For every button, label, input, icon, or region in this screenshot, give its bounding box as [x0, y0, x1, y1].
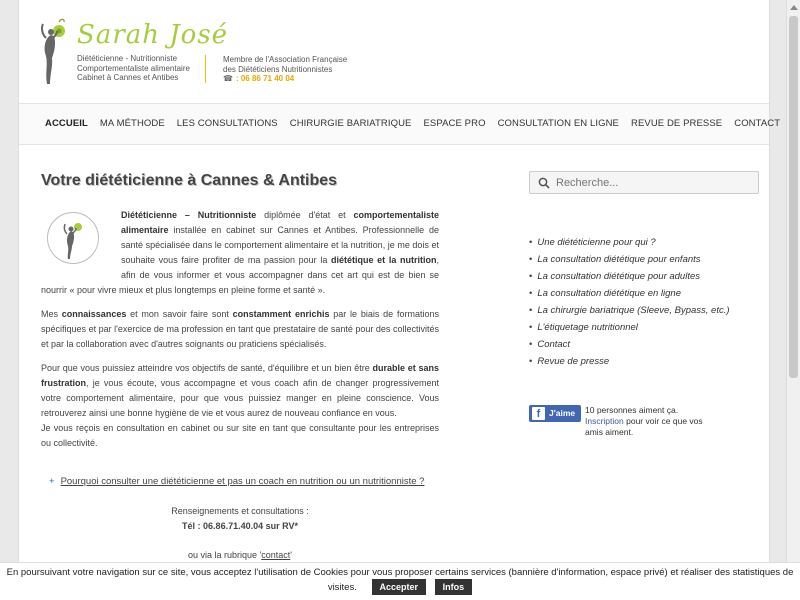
facebook-signup-link[interactable]: Inscription: [585, 416, 624, 426]
assoc-line: des Diététiciens Nutritionnistes: [223, 64, 333, 74]
avatar: [47, 212, 99, 264]
sidebar-link[interactable]: • Une diététicienne pour qui ?: [529, 234, 730, 251]
subtitle-line: Comportementaliste alimentaire: [77, 63, 190, 73]
sidebar-link[interactable]: • Contact: [529, 336, 730, 353]
subtitle-line: Diététicienne - Nutritionniste: [77, 54, 178, 63]
subtitle-line: Cabinet à Cannes et Antibes: [77, 73, 179, 82]
sidebar-link[interactable]: • L'étiquetage nutritionnel: [529, 319, 730, 336]
contact-heading: Renseignements et consultations :: [171, 506, 309, 516]
sidebar-link[interactable]: • La consultation diététique en ligne: [529, 285, 730, 302]
sidebar-link[interactable]: • La consultation diététique pour adultes: [529, 268, 730, 285]
sidebar-links: [529, 234, 730, 370]
search-input[interactable]: [556, 174, 752, 191]
association-info: [223, 55, 347, 84]
nav-item-chirurgie[interactable]: CHIRURGIE BARIATRIQUE: [289, 118, 412, 129]
facebook-like-text: 10 personnes aiment ça. Inscription pour voir ce que vos amis aiment.: [585, 405, 703, 437]
cookie-info-button[interactable]: Infos: [435, 579, 473, 595]
main-nav: [19, 103, 781, 145]
logo-subtitle: [77, 54, 190, 83]
contact-phone: Tél : 06.86.71.40.04 sur RV*: [182, 521, 298, 531]
sidebar-link[interactable]: • La chirurgie bariatrique (Sleeve, Bypass, etc.): [529, 302, 730, 319]
scrollbar-thumb[interactable]: [789, 16, 798, 378]
header-phone: : 06 86 71 40 04: [235, 74, 295, 83]
search-box: [529, 171, 759, 194]
goals-paragraph: Pour que vous puissiez atteindre vos objectifs de santé, d'équilibre et un bien être durable et sans frustration, je vous écoute, vous accompagne et vous coach afin de changer progressivement votre comportement alimentaire, pour que vous puissiez manger en pleine conscience. Vous retrouverez ainsi une bonne hygiène de vie et vous aurez de nouveau confiance en vous. Je vous reçois en consultation en cabinet ou sur site en tant que consultante pour les entreprises ou collectivité.: [41, 363, 439, 448]
main-content: [41, 208, 439, 460]
intro-paragraph: Diététicienne – Nutritionniste diplômée d'état et comportementaliste alimentaire installée en cabinet sur Cannes et Antibes. Professionnelle de santé spécialisée dans le comportement alimentaire et la nutrition, je me dois et souhaite vous faire profiter de ma passion pour la diététique et la nutrition, afin de vous informer et vous accompagner dans cet art qui est de bien se nourrir « pour vivre mieux et plus longtemps en pleine forme et santé ».: [41, 210, 439, 295]
logo-figure-icon: [37, 18, 71, 88]
assoc-line: Membre de l'Association Française: [223, 55, 348, 64]
nav-item-espace-pro[interactable]: ESPACE PRO: [423, 118, 486, 129]
search-icon[interactable]: [538, 177, 550, 189]
cookie-text: En poursuivant votre navigation sur ce site, vous acceptez l'utilisation de Cookies pour vous proposer certains services (bannière d'information, espace privé) et réaliser des statistiques de visites.: [6, 567, 794, 593]
phone-icon: ☎: [223, 74, 233, 83]
nav-item-consultations[interactable]: LES CONSULTATIONS: [176, 118, 278, 129]
nav-item-ma-methode[interactable]: MA MÉTHODE: [99, 118, 165, 129]
scroll-up-icon[interactable]: [790, 5, 798, 10]
contact-via: ou via la rubrique 'contact': [187, 550, 292, 560]
page-container: [18, 0, 781, 600]
sidebar-link[interactable]: • La consultation diététique pour enfants: [529, 251, 730, 268]
nav-item-accueil[interactable]: ACCUEIL: [45, 118, 88, 129]
contact-link[interactable]: contact: [261, 550, 291, 560]
scrollbar[interactable]: [786, 0, 800, 600]
facebook-icon: f: [532, 407, 545, 420]
logo-title[interactable]: Sarah José: [77, 20, 229, 50]
facebook-like-button[interactable]: f J'aime: [529, 405, 581, 422]
faq-toggle[interactable]: [49, 476, 424, 487]
nav-item-revue-de-presse[interactable]: REVUE DE PRESSE: [630, 118, 723, 129]
sidebar-link[interactable]: • Revue de presse: [529, 353, 730, 370]
header-divider: [205, 55, 206, 83]
nav-item-contact[interactable]: CONTACT: [734, 118, 781, 129]
knowledge-paragraph: Mes connaissances et mon savoir faire sont constamment enrichis par le biais de formations spécifiques et par l'exercice de ma profession en tant que prestataire de santé pour des collectivités et par la collaboration avec d'autres soignants ou praticiens spécialisés.: [41, 309, 439, 349]
cookie-banner: [0, 562, 800, 600]
faq-link[interactable]: Pourquoi consulter une diététicienne et pas un coach en nutrition ou un nutritionniste ?: [60, 476, 425, 487]
accept-cookies-button[interactable]: Accepter: [372, 579, 427, 595]
contact-block: [41, 504, 439, 563]
plus-icon: +: [49, 476, 55, 487]
figure-icon: [48, 213, 100, 265]
nav-item-consultation-en-ligne[interactable]: CONSULTATION EN LIGNE: [497, 118, 619, 129]
page-title: Votre diététicienne à Cannes & Antibes: [41, 172, 338, 189]
